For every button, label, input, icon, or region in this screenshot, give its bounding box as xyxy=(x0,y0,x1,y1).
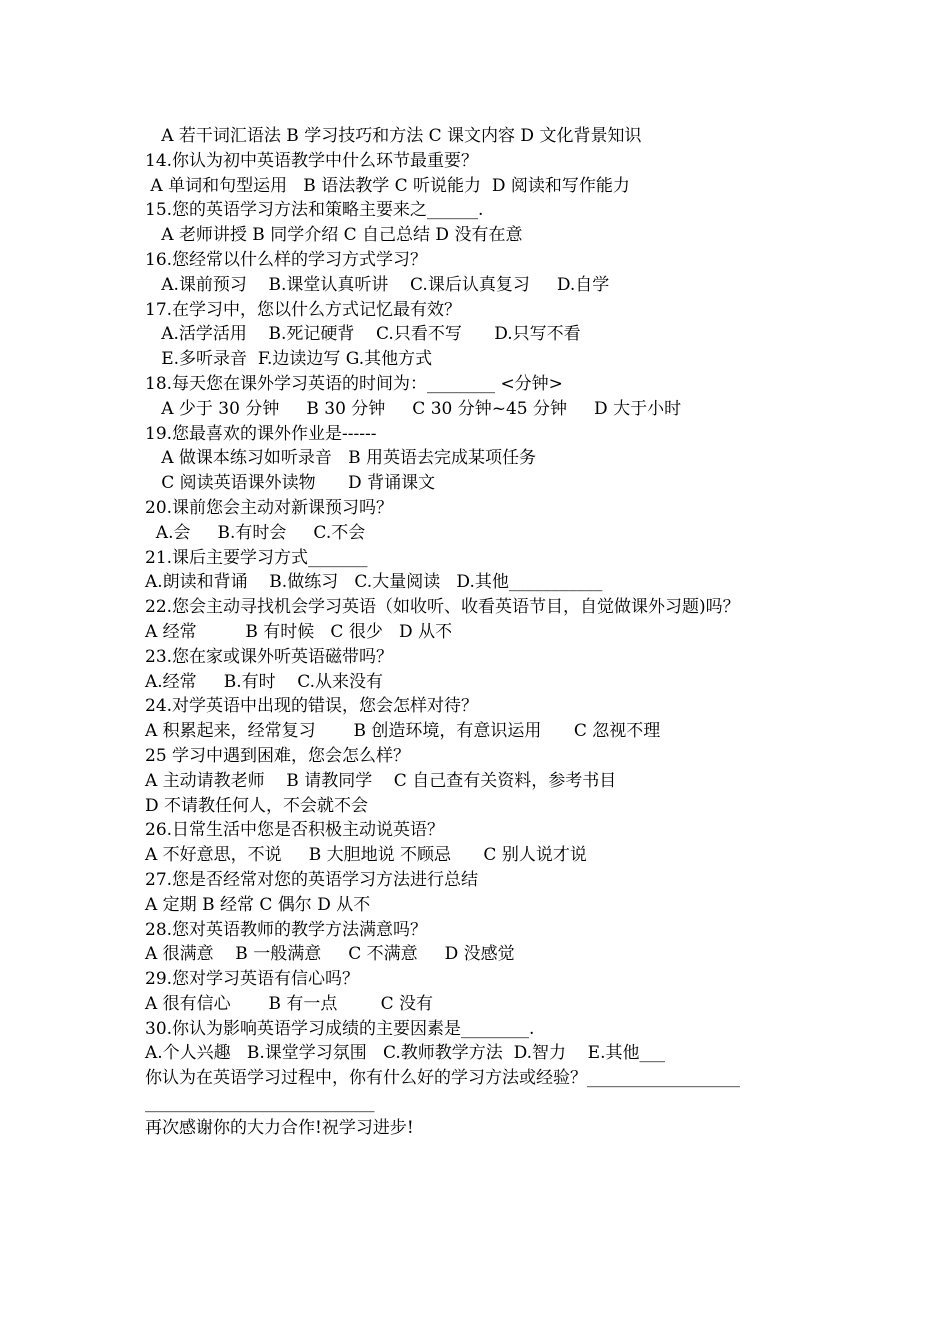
text-line: A 不好意思，不说 B 大胆地说 不顾忌 C 别人说才说 xyxy=(145,845,587,866)
text-line: A 很满意 B 一般满意 C 不满意 D 没感觉 xyxy=(145,944,515,965)
text-line: 你认为在英语学习过程中，你有什么好的学习方法或经验？__________________ xyxy=(145,1068,740,1089)
text-line: A.课前预习 B.课堂认真听讲 C.课后认真复习 D.自学 xyxy=(145,274,610,295)
text-line: 24.对学英语中出现的错误，您会怎样对待？ xyxy=(145,696,479,717)
text-line: A.经常 B.有时 C.从来没有 xyxy=(145,671,384,692)
text-line: 15.您的英语学习方法和策略主要来之______. xyxy=(145,200,484,221)
text-line: A 单词和句型运用 B 语法教学 C 听说能力 D 阅读和写作能力 xyxy=(145,175,630,196)
text-line: 29.您对学习英语有信心吗？ xyxy=(145,969,360,990)
text-line: A 定期 B 经常 C 偶尔 D 从不 xyxy=(145,894,371,915)
text-line: 14.你认为初中英语教学中什么环节最重要？ xyxy=(145,150,479,171)
text-line: A 很有信心 B 有一点 C 没有 xyxy=(145,993,434,1014)
text-line: 19.您最喜欢的课外作业是------ xyxy=(145,423,377,444)
text-line: 17.在学习中，您以什么方式记忆最有效？ xyxy=(145,299,462,320)
text-line: A 老师讲授 B 同学介绍 C 自己总结 D 没有在意 xyxy=(145,225,523,246)
text-line: ___________________________ xyxy=(145,1093,375,1114)
text-line: A 若干词汇语法 B 学习技巧和方法 C 课文内容 D 文化背景知识 xyxy=(145,126,642,146)
text-line: A.活学活用 B.死记硬背 C.只看不写 D.只写不看 xyxy=(145,324,581,345)
text-line: A.朗读和背诵 B.做练习 C.大量阅读 D.其他___________ xyxy=(145,572,603,593)
text-line: 27.您是否经常对您的英语学习方法进行总结 xyxy=(145,869,479,890)
text-line: A.个人兴趣 B.课堂学习氛围 C.教师教学方法 D.智力 E.其他___ xyxy=(145,1043,665,1064)
text-line: 18.每天您在课外学习英语的时间为：________ <分钟> xyxy=(145,373,563,394)
text-line: E.多听录音 F.边读边写 G.其他方式 xyxy=(145,349,433,370)
text-line: A.会 B.有时会 C.不会 xyxy=(145,522,366,543)
text-line: 再次感谢你的大力合作!祝学习进步! xyxy=(145,1117,414,1138)
text-line: 26.日常生活中您是否积极主动说英语？ xyxy=(145,820,445,841)
text-line: C 阅读英语课外读物 D 背诵课文 xyxy=(145,473,436,494)
text-line: 22.您会主动寻找机会学习英语（如收听、收看英语节目，自觉做课外习题)吗？ xyxy=(145,597,740,618)
text-line: 21.课后主要学习方式_______ xyxy=(145,547,368,568)
text-line: A 少于 30 分钟 B 30 分钟 C 30 分钟~45 分钟 D 大于小时 xyxy=(145,398,682,419)
text-line: A 做课本练习如听录音 B 用英语去完成某项任务 xyxy=(145,448,536,469)
text-line: 16.您经常以什么样的学习方式学习？ xyxy=(145,249,428,270)
text-line: 25 学习中遇到困难，您会怎么样？ xyxy=(145,745,411,766)
text-line: 28.您对英语教师的教学方法满意吗？ xyxy=(145,919,428,940)
text-line: 20.课前您会主动对新课预习吗？ xyxy=(145,497,394,518)
text-line: 23.您在家或课外听英语磁带吗？ xyxy=(145,646,394,667)
text-line: 30.你认为影响英语学习成绩的主要因素是________. xyxy=(145,1018,535,1039)
text-line: D 不请教任何人，不会就不会 xyxy=(145,795,369,816)
text-line: A 积累起来，经常复习 B 创造环境，有意识运用 C 忽视不理 xyxy=(145,721,661,742)
questionnaire-body xyxy=(145,124,845,1141)
text-line: A 经常 B 有时候 C 很少 D 从不 xyxy=(145,621,453,642)
text-line: A 主动请教老师 B 请教同学 C 自己查有关资料，参考书目 xyxy=(145,770,617,791)
